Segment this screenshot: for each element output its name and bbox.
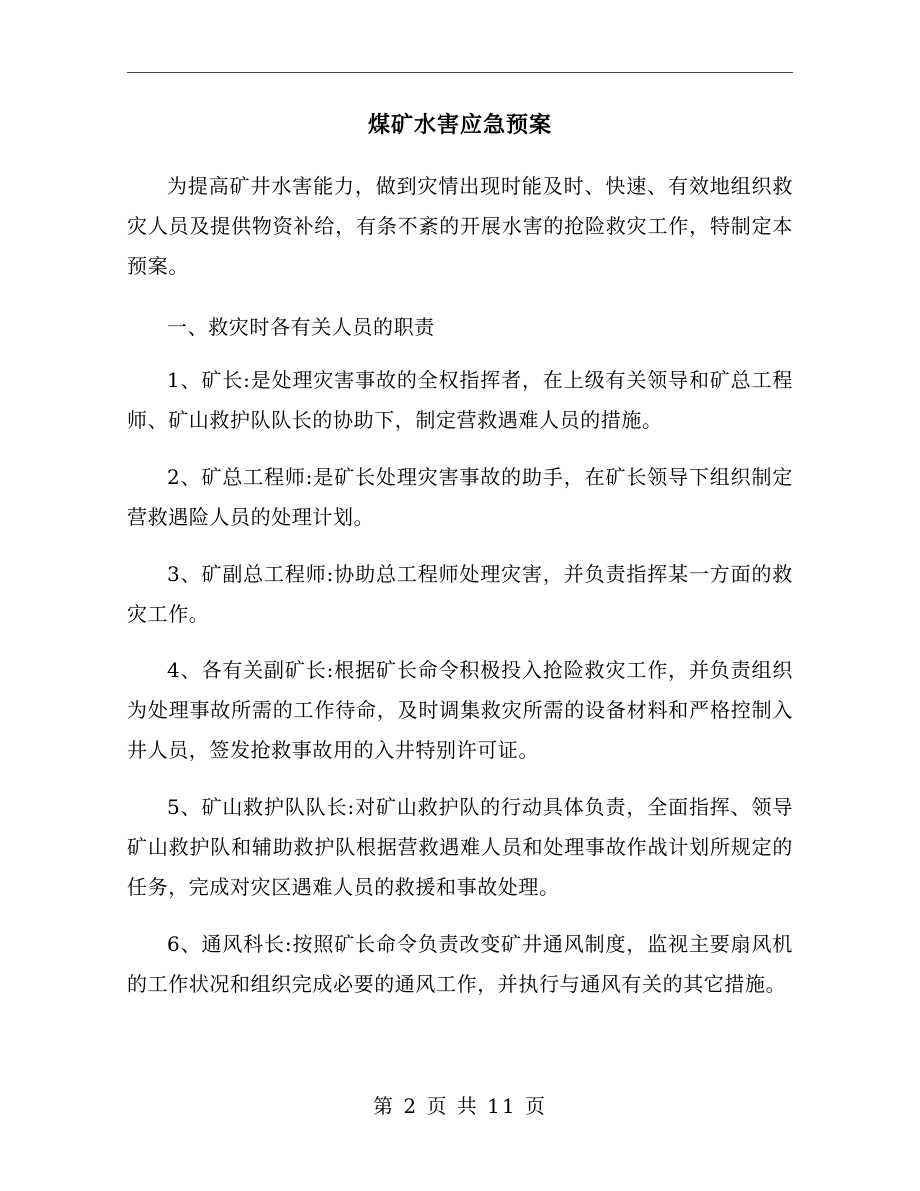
paragraph-deputy-directors: 4、各有关副矿长:根据矿长命令积极投入抢险救灾工作，并负责组织为处理事故所需的工作待命，及时调集救灾所需的设备材料和严格控制入井人员，签发抢救事故用的入井特别许可证。	[127, 658, 793, 762]
section-heading-duties: 一、救灾时各有关人员的职责	[167, 315, 435, 339]
header-divider	[127, 72, 793, 73]
paragraph-mine-director: 1、矿长:是处理灾害事故的全权指挥者，在上级有关领导和矿总工程师、矿山救护队队长的协助下，制定营救遇难人员的措施。	[127, 368, 793, 432]
paragraph-ventilation-chief: 6、通风科长:按照矿长命令负责改变矿井通风制度，监视主要扇风机的工作状况和组织完成必要的通风工作，并执行与通风有关的其它措施。	[127, 932, 793, 996]
document-title: 煤矿水害应急预案	[367, 113, 552, 138]
page-number: 第 2 页 共 11 页	[373, 1094, 547, 1118]
paragraph-intro: 为提高矿井水害能力，做到灾情出现时能及时、快速、有效地组织救灾人员及提供物资补给，有条不紊的开展水害的抢险救灾工作，特制定本预案。	[127, 174, 793, 278]
paragraph-rescue-team-leader: 5、矿山救护队队长:对矿山救护队的行动具体负责，全面指挥、领导矿山救护队和辅助救护队根据营救遇难人员和处理事故作战计划所规定的任务，完成对灾区遇难人员的救援和事故处理。	[127, 795, 793, 899]
paragraph-deputy-chief-engineer: 3、矿副总工程师:协助总工程师处理灾害，并负责指挥某一方面的救灾工作。	[127, 562, 793, 626]
paragraph-chief-engineer: 2、矿总工程师:是矿长处理灾害事故的助手，在矿长领导下组织制定营救遇险人员的处理计划。	[127, 465, 793, 529]
